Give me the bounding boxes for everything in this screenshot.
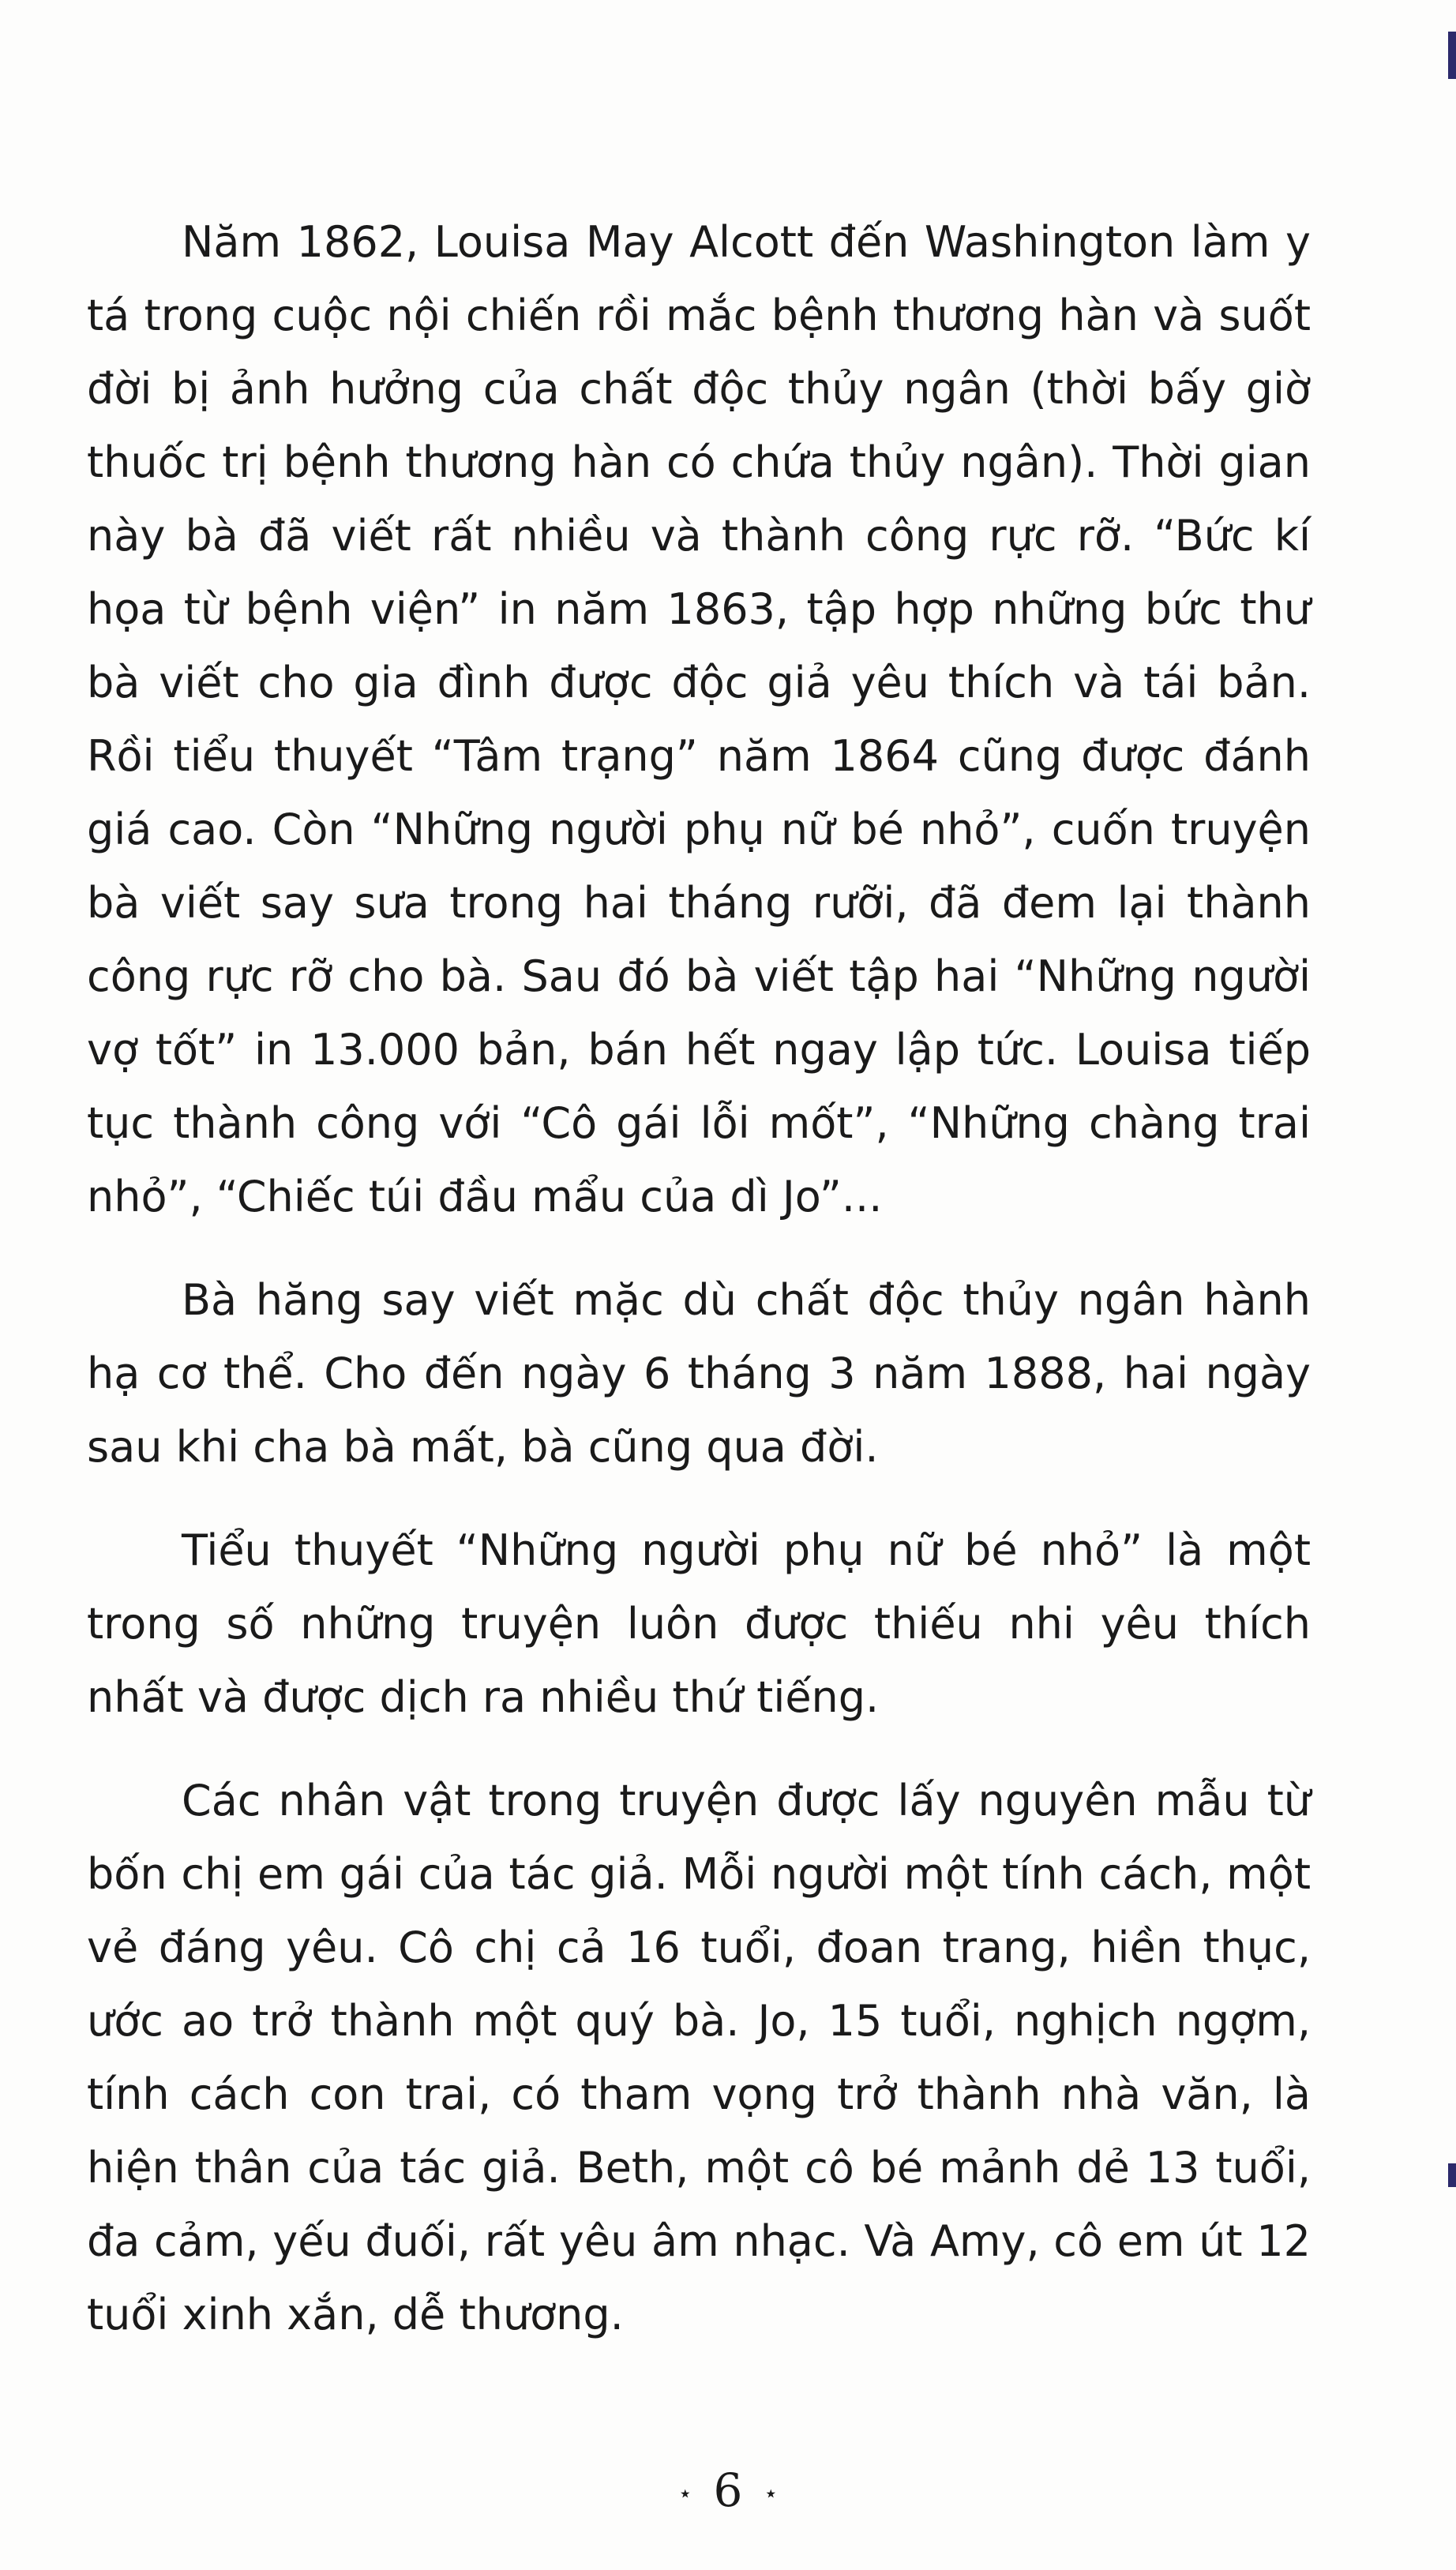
paragraph-death: Bà hăng say viết mặc dù chất độc thủy ngân hành hạ cơ thể. Cho đến ngày 6 tháng 3 năm 1888, hai ngày sau khi cha bà mất, bà cũng qua đời. xyxy=(87,1275,1311,1472)
page-number-footer xyxy=(0,2463,1456,2517)
body-text xyxy=(87,205,1311,2381)
star-ornament-left-icon: ⋆ xyxy=(677,2480,693,2508)
star-ornament-right-icon: ⋆ xyxy=(763,2480,779,2508)
page-number: 6 xyxy=(713,2463,743,2517)
paragraph-biography: Năm 1862, Louisa May Alcott đến Washington làm y tá trong cuộc nội chiến rồi mắc bệnh thương hàn và suốt đời bị ảnh hưởng của chất độc thủy ngân (thời bấy giờ thuốc trị bệnh thương hàn có chứa thủy ngân). Thời gian này bà đã viết rất nhiều và thành công rực rỡ. “Bức kí họa từ bệnh viện” in năm 1863, tập hợp những bức thư bà viết cho gia đình được độc giả yêu thích và tái bản. Rồi tiểu thuyết “Tâm trạng” năm 1864 cũng được đánh giá cao. Còn “Những người phụ nữ bé nhỏ”, cuốn truyện bà viết say sưa trong hai tháng rưỡi, đã đem lại thành công rực rỡ cho bà. Sau đó bà viết tập hai “Những người vợ tốt” in 13.000 bản, bán hết ngay lập tức. Louisa tiếp tục thành công với “Cô gái lỗi mốt”, “Những chàng trai nhỏ”, “Chiếc túi đầu mẩu của dì Jo”... xyxy=(87,217,1311,1221)
page-edge-mark-top xyxy=(1448,32,1456,79)
page-edge-mark-middle xyxy=(1448,2163,1456,2187)
paragraph-characters: Các nhân vật trong truyện được lấy nguyên mẫu từ bốn chị em gái của tác giả. Mỗi người một tính cách, một vẻ đáng yêu. Cô chị cả 16 tuổi, đoan trang, hiền thục, ước ao trở thành một quý bà. Jo, 15 tuổi, nghịch ngợm, tính cách con trai, có tham vọng trở thành nhà văn, là hiện thân của tác giả. Beth, một cô bé mảnh dẻ 13 tuổi, đa cảm, yếu đuối, rất yêu âm nhạc. Và Amy, cô em út 12 tuổi xinh xắn, dễ thương. xyxy=(87,1776,1311,2339)
paragraph-novel-popularity: Tiểu thuyết “Những người phụ nữ bé nhỏ” là một trong số những truyện luôn được thiếu nhi yêu thích nhất và được dịch ra nhiều thứ tiếng. xyxy=(87,1525,1311,1722)
